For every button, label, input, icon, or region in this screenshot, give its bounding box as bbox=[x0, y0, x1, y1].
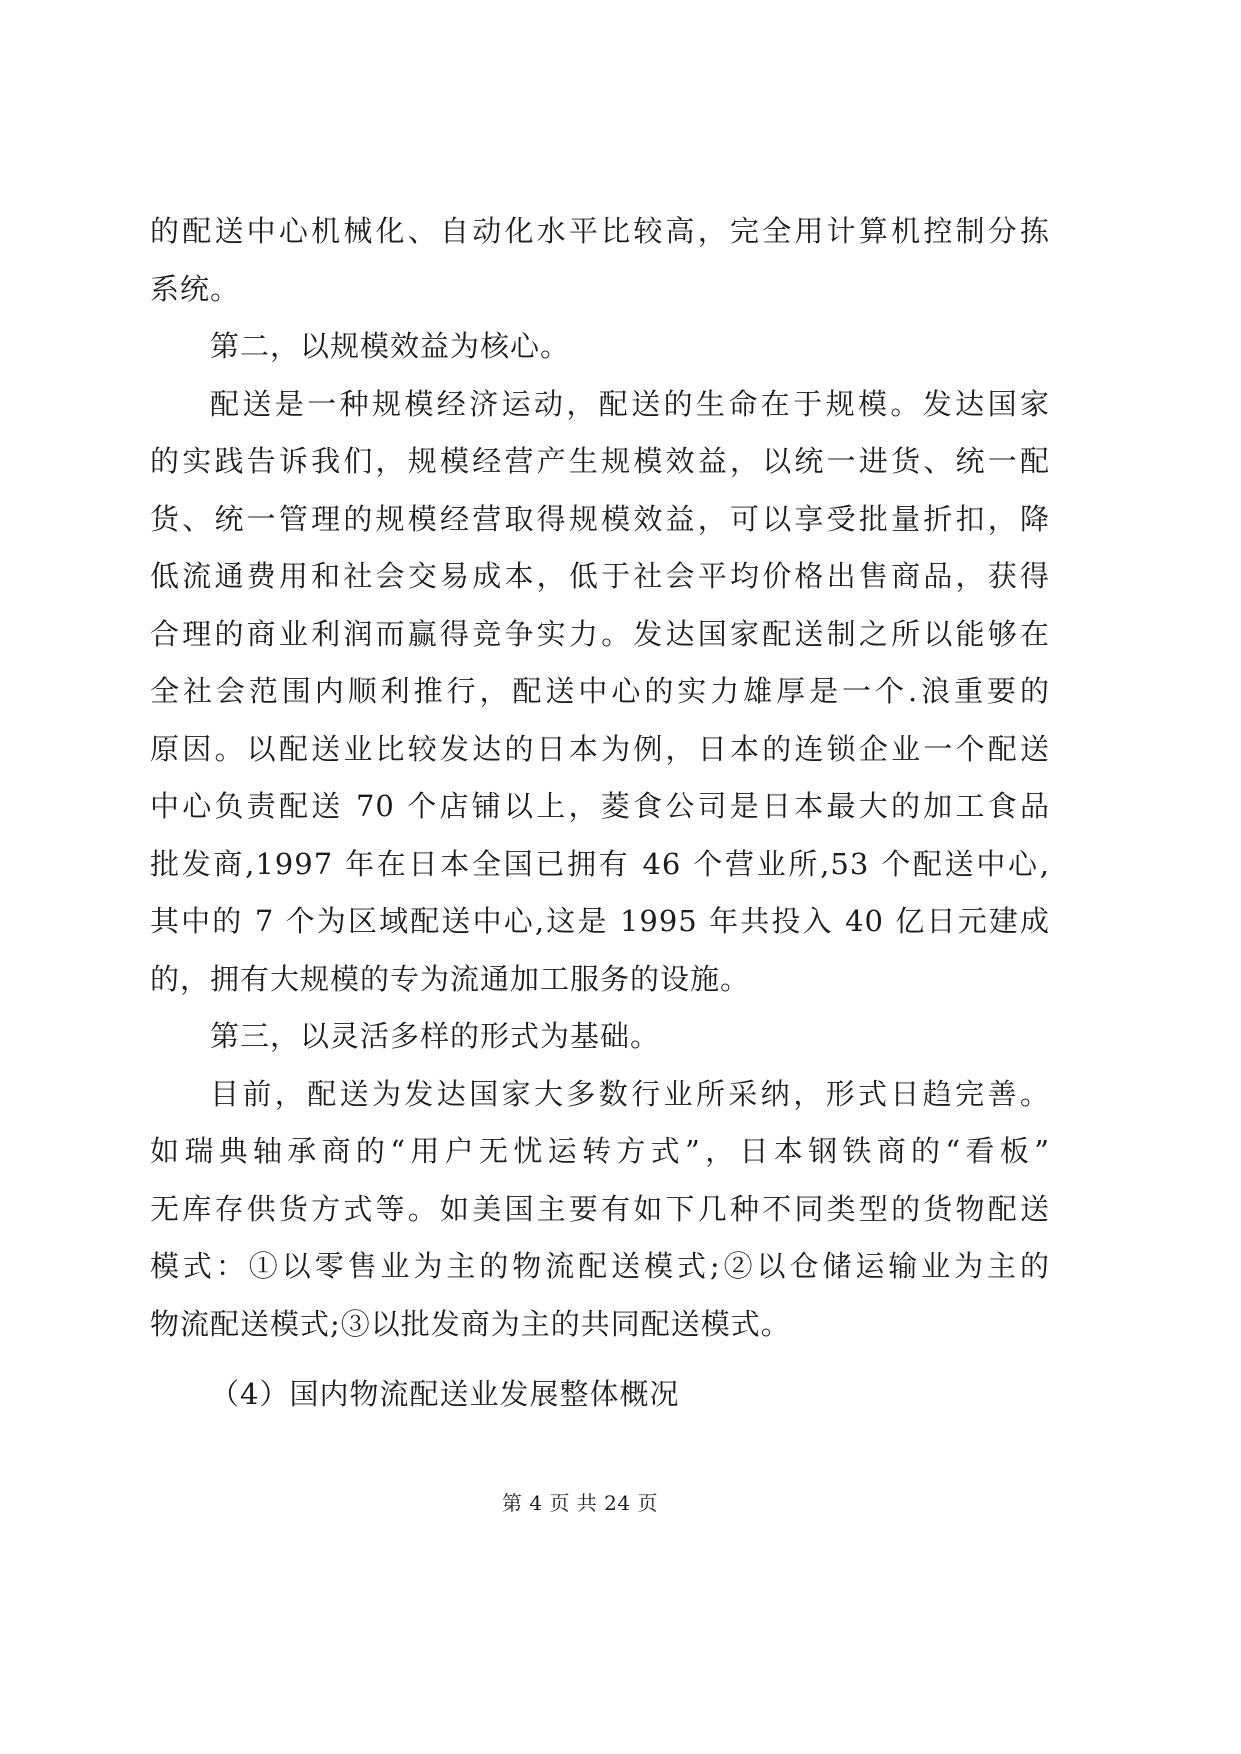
paragraph-line: 中心负责配送 70 个店铺以上，菱食公司是日本最大的加工食品 bbox=[150, 789, 1050, 823]
paragraph-line: 原因。以配送业比较发达的日本为例，日本的连锁企业一个配送 bbox=[150, 731, 1050, 766]
paragraph-line: 低流通费用和社会交易成本，低于社会平均价格出售商品，获得 bbox=[150, 559, 1050, 593]
paragraph bbox=[150, 318, 1050, 376]
paragraph bbox=[150, 203, 1050, 318]
paragraph-line: 的，拥有大规模的专为流通加工服务的设施。 bbox=[150, 961, 751, 996]
paragraph-line: 的实践告诉我们，规模经营产生规模效益，以统一进货、统一配 bbox=[150, 444, 1050, 478]
paragraph-line: 第二，以规模效益为核心。 bbox=[210, 329, 571, 363]
paragraph-line: 合理的商业利润而赢得竞争实力。发达国家配送制之所以能够在 bbox=[150, 616, 1050, 651]
paragraph-line: 全社会范围内顺利推行，配送中心的实力雄厚是一个.浪重要的 bbox=[150, 674, 1050, 708]
page-footer: 第 4 页 共 24 页 bbox=[502, 1491, 658, 1515]
paragraph-line: 目前，配送为发达国家大多数行业所采纳，形式日趋完善。 bbox=[210, 1076, 1050, 1111]
paragraph bbox=[150, 376, 1050, 1009]
paragraph-line: 配送是一种规模经济运动，配送的生命在于规模。发达国家 bbox=[210, 386, 1050, 421]
paragraph-line: 物流配送模式;③以批发商为主的共同配送模式。 bbox=[150, 1306, 791, 1341]
paragraph-line: 如瑞典轴承商的“用户无忧运转方式”，日本钢铁商的“看板” bbox=[150, 1134, 1050, 1168]
document-body bbox=[150, 203, 1050, 1423]
paragraph-line: 第三，以灵活多样的形式为基础。 bbox=[210, 1019, 661, 1053]
paragraph-line: 其中的 7 个为区域配送中心,这是 1995 年共投入 40 亿日元建成 bbox=[150, 904, 1050, 938]
paragraph-line: 系统。 bbox=[150, 271, 241, 306]
paragraph-line: 的配送中心机械化、自动化水平比较高，完全用计算机控制分拣 bbox=[150, 214, 1050, 248]
paragraph bbox=[150, 1066, 1050, 1354]
paragraph-line: 货、统一管理的规模经营取得规模效益，可以享受批量折扣，降 bbox=[150, 501, 1050, 536]
paragraph-line: 模式：①以零售业为主的物流配送模式;②以仓储运输业为主的 bbox=[150, 1249, 1050, 1283]
paragraph-line: 批发商,1997 年在日本全国已拥有 46 个营业所,53 个配送中心, bbox=[150, 846, 1050, 881]
section-heading: （4）国内物流配送业发展整体概况 bbox=[210, 1376, 680, 1411]
paragraph-line: 无库存供货方式等。如美国主要有如下几种不同类型的货物配送 bbox=[150, 1191, 1050, 1226]
paragraph bbox=[150, 1008, 1050, 1066]
